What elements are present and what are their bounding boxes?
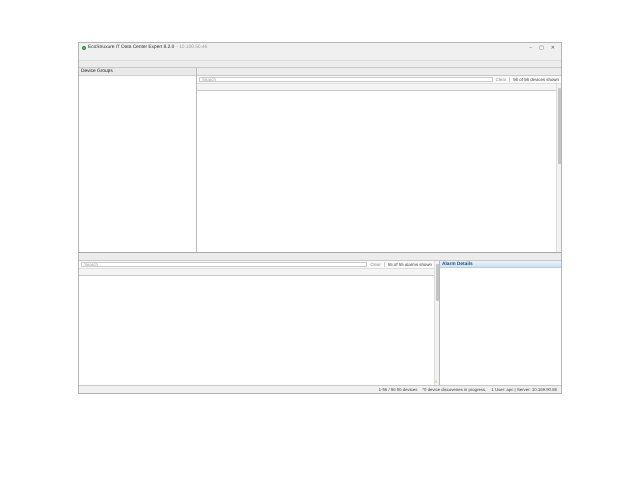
scrollbar-thumb[interactable] bbox=[558, 88, 561, 164]
status-session: 1 User: apc | Server: 10.169.90.86 bbox=[491, 387, 557, 392]
device-groups-title: Device Groups bbox=[81, 69, 113, 74]
device-clear-link[interactable]: Clear bbox=[496, 77, 511, 82]
alarms-section bbox=[79, 252, 561, 385]
device-table-header bbox=[197, 84, 556, 91]
maximize-icon[interactable]: ▢ bbox=[539, 44, 544, 51]
device-groups-header bbox=[79, 68, 196, 76]
window-title: EcoStruxure IT Data Center Expert 8.2.0 bbox=[88, 45, 175, 50]
window-controls bbox=[529, 45, 558, 51]
main-split bbox=[79, 68, 561, 252]
device-view-panel bbox=[197, 68, 561, 252]
alarm-details-title: Alarm Details bbox=[440, 261, 561, 268]
alarms-table-body bbox=[79, 276, 434, 385]
device-search-row bbox=[197, 76, 561, 84]
close-icon[interactable]: ✕ bbox=[550, 44, 555, 51]
alarm-details-body bbox=[440, 268, 561, 270]
alarm-details-panel bbox=[439, 261, 561, 385]
warning-icon: ⚠ bbox=[434, 379, 438, 384]
device-groups-panel bbox=[79, 68, 197, 252]
alarms-scrollbar[interactable] bbox=[434, 261, 439, 385]
alarms-tabs bbox=[79, 253, 561, 261]
alarms-table-header bbox=[79, 269, 434, 276]
device-view-tabs bbox=[197, 68, 561, 76]
status-discovery: *0 device discoveries in progress, bbox=[422, 387, 487, 392]
title-bar bbox=[79, 43, 561, 52]
device-groups-tree bbox=[79, 76, 196, 252]
device-table-body bbox=[197, 91, 556, 252]
status-bar bbox=[79, 385, 561, 393]
window-title-host: - 10.100.50.46 bbox=[176, 45, 208, 50]
device-search-input[interactable]: Search bbox=[199, 77, 493, 83]
device-count-label: 56 of 56 devices shown bbox=[513, 77, 559, 82]
alarms-content bbox=[79, 261, 561, 385]
alarms-search-input[interactable]: Search bbox=[81, 262, 367, 268]
alarms-clear-link[interactable]: Clear bbox=[370, 262, 385, 267]
device-table-scrollbar[interactable] bbox=[556, 84, 561, 252]
perspective-bar bbox=[79, 60, 561, 68]
alarms-search-row bbox=[79, 261, 434, 269]
app-logo-icon bbox=[82, 46, 86, 50]
status-devices: 1-56 / 56 56 devices bbox=[378, 387, 418, 392]
app-window bbox=[78, 42, 562, 394]
menu-bar bbox=[79, 52, 561, 60]
scrollbar-thumb[interactable] bbox=[436, 264, 439, 301]
alarms-count-label: 55 of 55 alarms shown bbox=[387, 262, 432, 267]
device-table bbox=[197, 84, 556, 252]
alarms-panel bbox=[79, 261, 434, 385]
device-table-wrap bbox=[197, 84, 561, 252]
minimize-icon[interactable]: – bbox=[529, 44, 533, 51]
